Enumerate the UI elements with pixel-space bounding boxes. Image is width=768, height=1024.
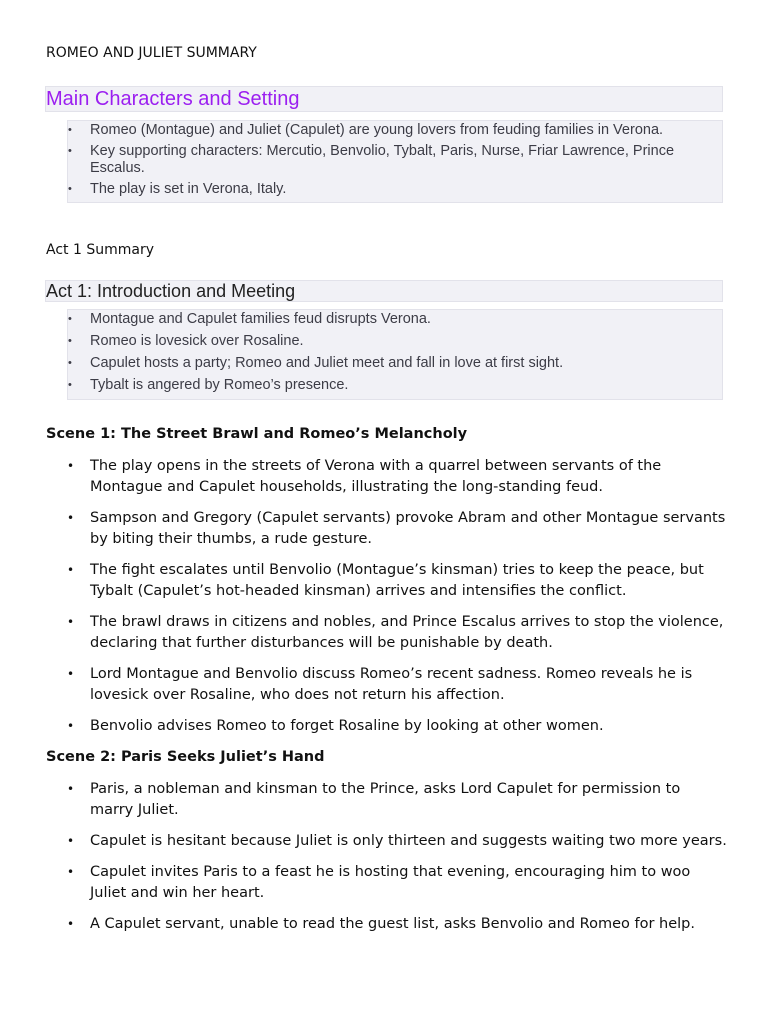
section-heading-act1: Act 1: Introduction and Meeting xyxy=(45,280,723,302)
list-item: • The play opens in the streets of Verona with a quarrel between servants of the Montague and Capulet households, illustrating the long-standing feud. xyxy=(67,456,727,498)
scene2-heading: Scene 2: Paris Seeks Juliet’s Hand xyxy=(46,749,325,765)
list-item: • Lord Montague and Benvolio discuss Romeo’s recent sadness. Romeo reveals he is lovesick over Rosaline, who does not return his affection. xyxy=(67,664,727,706)
list-item: • Montague and Capulet families feud disrupts Verona. xyxy=(68,311,722,328)
list-item: • Romeo (Montague) and Juliet (Capulet) are young lovers from feuding families in Verona. xyxy=(68,122,722,139)
list-item: • Tybalt is angered by Romeo’s presence. xyxy=(68,377,722,394)
list-item: • Capulet is hesitant because Juliet is only thirteen and suggests waiting two more years. xyxy=(67,831,727,852)
list-item: • Romeo is lovesick over Rosaline. xyxy=(68,333,722,350)
act1-label: Act 1 Summary xyxy=(46,242,154,258)
list-item: • The brawl draws in citizens and nobles, and Prince Escalus arrives to stop the violence, declaring that further disturbances will be punishable by death. xyxy=(67,612,727,654)
list-item: • Sampson and Gregory (Capulet servants) provoke Abram and other Montague servants by biting their thumbs, a rude gesture. xyxy=(67,508,727,550)
list-item: • Capulet invites Paris to a feast he is hosting that evening, encouraging him to woo Juliet and win her heart. xyxy=(67,862,727,904)
list-item: • The play is set in Verona, Italy. xyxy=(68,181,722,198)
scene2-list xyxy=(67,779,727,945)
list-item: • Benvolio advises Romeo to forget Rosaline by looking at other women. xyxy=(67,716,727,737)
list-item: • Capulet hosts a party; Romeo and Juliet meet and fall in love at first sight. xyxy=(68,355,722,372)
act1-list xyxy=(67,309,723,400)
list-item: • A Capulet servant, unable to read the guest list, asks Benvolio and Romeo for help. xyxy=(67,914,727,935)
list-item: • Paris, a nobleman and kinsman to the Prince, asks Lord Capulet for permission to marry Juliet. xyxy=(67,779,727,821)
characters-list xyxy=(67,120,723,203)
section-heading-characters: Main Characters and Setting xyxy=(45,86,723,112)
scene1-list xyxy=(67,456,727,747)
list-item: • Key supporting characters: Mercutio, Benvolio, Tybalt, Paris, Nurse, Friar Lawrence, Prince Escalus. xyxy=(68,143,722,177)
list-item: • The fight escalates until Benvolio (Montague’s kinsman) tries to keep the peace, but Tybalt (Capulet’s hot-headed kinsman) arrives and intensifies the conflict. xyxy=(67,560,727,602)
scene1-heading: Scene 1: The Street Brawl and Romeo’s Melancholy xyxy=(46,426,468,442)
document-title: ROMEO AND JULIET SUMMARY xyxy=(46,45,257,61)
